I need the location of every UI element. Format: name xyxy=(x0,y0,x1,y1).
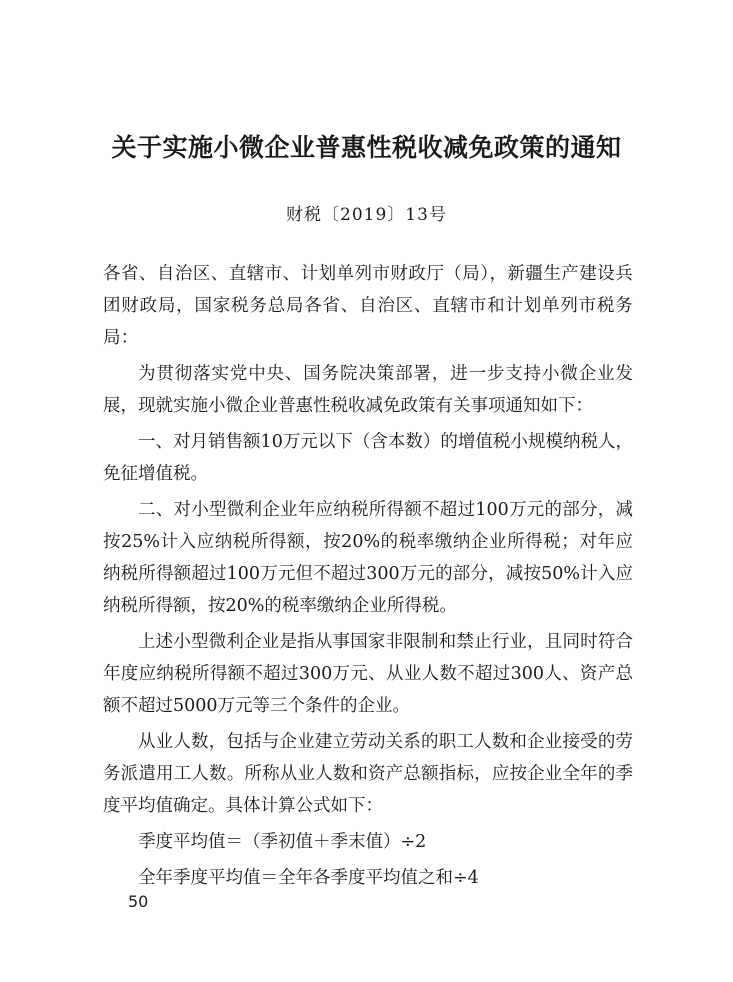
page-title: 关于实施小微企业普惠性税收减免政策的通知 xyxy=(111,133,622,162)
paragraph-employees: 从业人数，包括与企业建立劳动关系的职工人数和企业接受的劳务派遣用工人数。所称从业人数和资产总额指标，应按企业全年的季度平均值确定。具体计算公式如下： xyxy=(103,732,633,816)
paragraph-intro: 为贯彻落实党中央、国务院决策部署，进一步支持小微企业发展，现就实施小微企业普惠性税收减免政策有关事项通知如下： xyxy=(103,364,633,416)
formula-quarterly-average: 季度平均值＝（季初值＋季末值）÷2 xyxy=(138,832,427,852)
formula-annual-average: 全年季度平均值＝全年各季度平均值之和÷4 xyxy=(138,868,479,888)
paragraph-item-2: 二、对小型微利企业年应纳税所得额不超过100万元的部分，减按25%计入应纳税所得额，按20%的税率缴纳企业所得税；对年应纳税所得额超过100万元但不超过300万元的部分，减按50%计入应纳税所得额，按20%的税率缴纳企业所得税。 xyxy=(103,500,633,616)
document-number: 财税〔2019〕13号 xyxy=(286,205,447,225)
paragraph-definition: 上述小型微利企业是指从事国家非限制和禁止行业，且同时符合年度应纳税所得额不超过300万元、从业人数不超过300人、资产总额不超过5000万元等三个条件的企业。 xyxy=(103,632,633,716)
salutation: 各省、自治区、直辖市、计划单列市财政厅（局），新疆生产建设兵团财政局，国家税务总局各省、自治区、直辖市和计划单列市税务局： xyxy=(103,264,633,348)
document-body xyxy=(103,258,633,898)
paragraph-item-1: 一、对月销售额10万元以下（含本数）的增值税小规模纳税人，免征增值税。 xyxy=(103,432,633,484)
page-number: 50 xyxy=(128,892,149,911)
